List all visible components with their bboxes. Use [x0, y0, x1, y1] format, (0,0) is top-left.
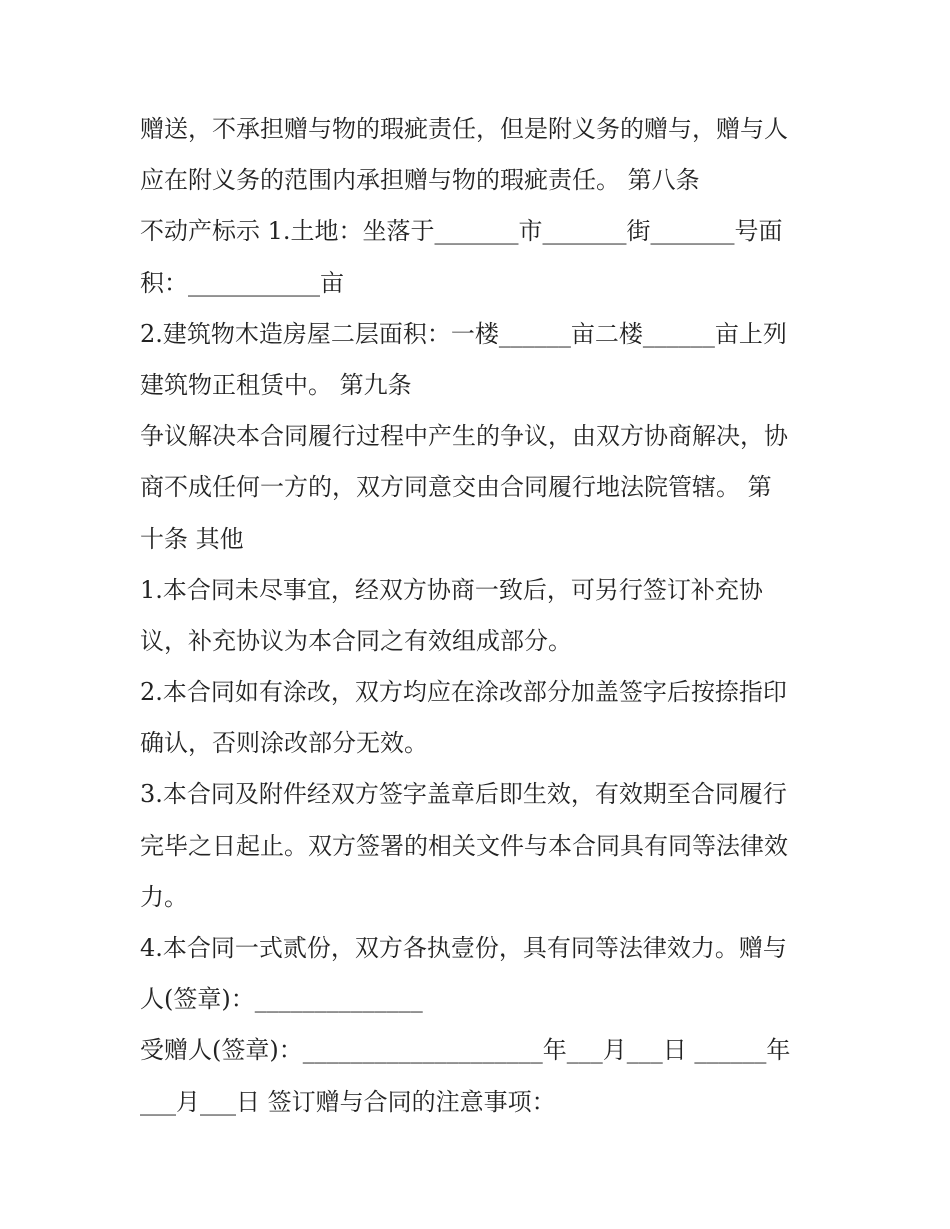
text-line: 2.本合同如有涂改，双方均应在涂改部分加盖签字后按捺指印 [140, 678, 787, 707]
text-line: ___月___日 签订赠与合同的注意事项： [140, 1087, 556, 1116]
text-line: 人(签章)：______________ [140, 985, 423, 1014]
text-line: 确认，否则涂改部分无效。 [140, 729, 428, 758]
text-line: 积：___________亩 [140, 268, 344, 297]
text-line: 赠送，不承担赠与物的瑕疵责任，但是附义务的赠与，赠与人 [140, 115, 788, 143]
text-line: 1.本合同未尽事宜，经双方协商一致后，可另行签订补充协 [140, 575, 763, 604]
text-line: 议，补充协议为本合同之有效组成部分。 [140, 626, 572, 655]
text-line: 建筑物正租赁中。 第九条 [140, 370, 412, 399]
document-body [140, 104, 830, 1128]
text-line: 4.本合同一式贰份，双方各执壹份，具有同等法律效力。赠与 [140, 934, 787, 962]
text-line: 商不成任何一方的，双方同意交由合同履行地法院管辖。 第 [140, 473, 772, 502]
text-line: 受赠人(签章)：____________________年___月___日 ______年 [140, 1036, 791, 1065]
text-line: 完毕之日起止。双方签署的相关文件与本合同具有同等法律效 [140, 831, 788, 860]
text-line: 应在附义务的范围内承担赠与物的瑕疵责任。 第八条 [140, 166, 700, 195]
text-line: 力。 [140, 882, 188, 911]
text-line: 不动产标示 1.土地：坐落于_______市_______街_______号面 [140, 217, 783, 246]
text-line: 2.建筑物木造房屋二层面积：一楼______亩二楼______亩上列 [140, 319, 787, 348]
text-line: 争议解决本合同履行过程中产生的争议，由双方协商解决，协 [140, 422, 788, 451]
text-line: 十条 其他 [140, 524, 244, 553]
text-line: 3.本合同及附件经双方签字盖章后即生效，有效期至合同履行 [140, 780, 787, 809]
